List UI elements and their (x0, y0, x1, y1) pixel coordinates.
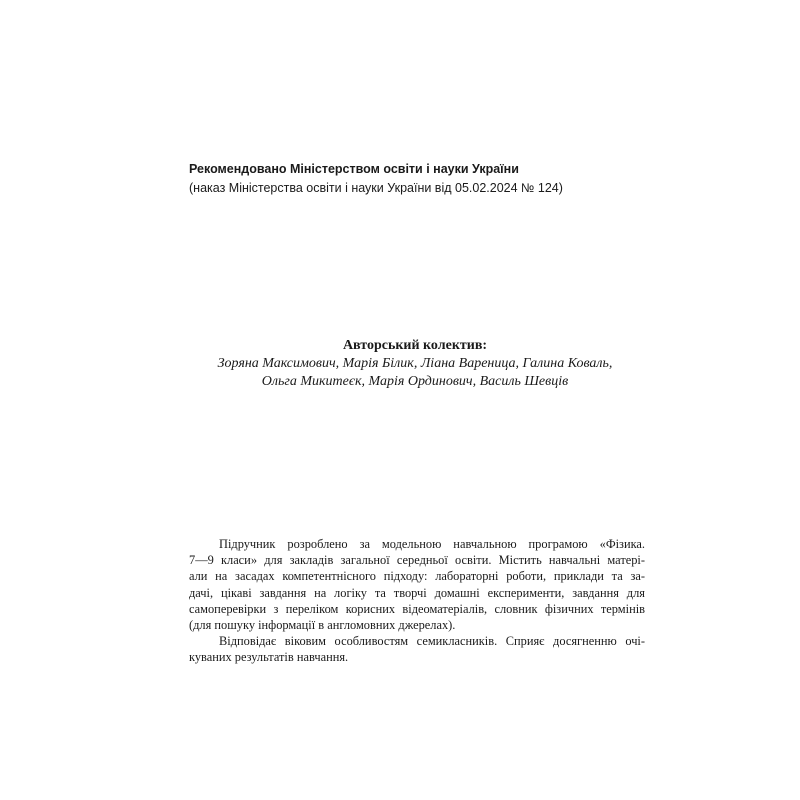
annotation-line: Відповідає віковим особливостям семикласників. Сприяє досягненню очі- (219, 634, 645, 649)
annotation-line: (для пошуку інформації в англомовних джерелах). (189, 618, 456, 633)
annotation-line: 7—9 класи» для закладів загальної середньої освіти. Містить навчальні матері- (189, 553, 645, 568)
annotation-line: али на засадах компетентнісного підходу: лабораторні роботи, приклади та за- (189, 569, 645, 584)
author-team (180, 337, 650, 391)
author-names-line: Ольга Микитеєк, Марія Ординович, Василь Шевців (261, 374, 569, 389)
annotation-line: самоперевірки з переліком корисних відеоматеріалів, словник фізичних термінів (189, 601, 645, 616)
ministry-order-line: (наказ Міністерства освіти і науки України від 05.02.2024 № 124) (189, 181, 563, 195)
annotation-line: Підручник розроблено за модельною навчальною програмою «Фізика. (219, 537, 645, 551)
annotation-line: куваних результатів навчання. (189, 650, 349, 665)
author-names-line: Зоряна Максимович, Марія Білик, Ліана Вареница, Галина Коваль, (217, 356, 613, 371)
ministry-recommendation (189, 160, 709, 198)
recommendation-line: Рекомендовано Міністерством освіти і науки України (189, 162, 519, 176)
author-team-heading: Авторський колектив: (342, 338, 488, 353)
annotation-line: дачі, цікаві завдання на логіку та творчі домашні експерименти, завдання для (189, 585, 645, 600)
book-annotation (189, 536, 645, 666)
